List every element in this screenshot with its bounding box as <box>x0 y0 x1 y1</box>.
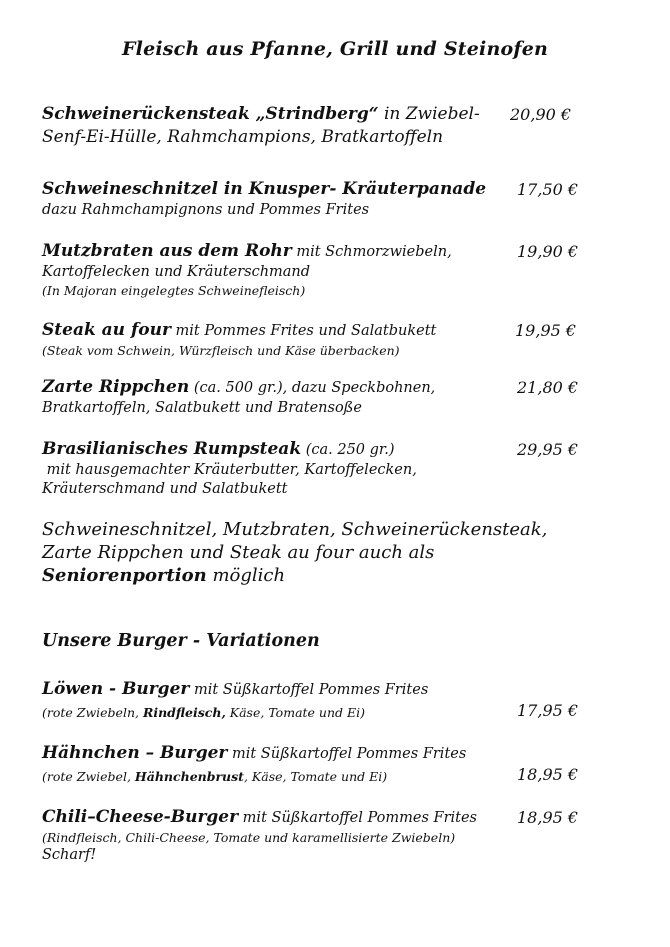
item-name: Schweineschnitzel in Knusper- Kräuterpanade <box>42 179 487 199</box>
item-desc-line: dazu Rahmchampignons und Pommes Frites <box>42 202 370 218</box>
menu-item-chili-cheese-burger <box>42 806 602 865</box>
item-name: Schweinerückensteak „Strindberg“ <box>42 104 379 124</box>
item-note: (In Majoran eingelegtes Schweinefleisch) <box>42 283 306 298</box>
item-note: (Rindfleisch, Chili-Cheese, Tomate und karamellisierte Zwiebeln) <box>42 830 456 845</box>
item-spicy-note: Scharf! <box>42 847 97 863</box>
item-price: 19,90 € <box>517 242 579 261</box>
item-desc: mit Schmorzwiebeln, <box>291 244 452 260</box>
item-desc-line: mit hausgemachter Kräuterbutter, Kartoffelecken, <box>42 462 417 478</box>
item-desc-line: Senf-Ei-Hülle, Rahmchampions, Bratkartoffeln <box>42 127 444 147</box>
menu-item-rumpsteak <box>42 438 602 499</box>
menu-item-steak-au-four <box>42 319 602 359</box>
section-heading-burgers: Unsere Burger - Variationen <box>42 631 320 651</box>
item-name: Hähnchen – Burger <box>42 743 228 763</box>
menu-item-haehnchen-burger <box>42 742 602 785</box>
item-note: (rote Zwiebel, Hähnchenbrust, Käse, Tomate und Ei) 18,95 € <box>42 765 579 784</box>
senior-portion-label: Seniorenportion <box>42 565 207 586</box>
menu-item-strindberg <box>42 103 602 149</box>
menu-item-loewen-burger <box>42 678 602 721</box>
item-name: Mutzbraten aus dem Rohr <box>42 241 292 261</box>
item-desc-line: Bratkartoffeln, Salatbukett und Bratensoße <box>42 400 362 416</box>
item-price: 20,90 € <box>510 105 572 124</box>
item-desc-line: Kräuterschmand und Salatbukett <box>42 481 288 497</box>
menu-item-schnitzel <box>42 178 602 220</box>
item-desc: mit Süßkartoffel Pommes Frites <box>227 746 467 762</box>
item-note: (rote Zwiebeln, Rindfleisch, Käse, Tomate und Ei) 17,95 € <box>42 701 579 720</box>
item-price: 18,95 € <box>517 765 579 784</box>
item-desc: in Zwiebel- <box>378 104 480 124</box>
section-heading-meat: Fleisch aus Pfanne, Grill und Steinofen <box>121 38 549 60</box>
item-desc: (ca. 250 gr.) <box>301 442 395 458</box>
item-price: 29,95 € <box>517 440 579 459</box>
item-desc: (ca. 500 gr.), dazu Speckbohnen, <box>189 380 436 396</box>
item-name: Steak au four <box>42 320 171 340</box>
item-price: 17,50 € <box>517 180 579 199</box>
menu-item-rippchen <box>42 376 602 418</box>
item-price: 17,95 € <box>517 701 579 720</box>
item-desc: mit Pommes Frites und Salatbukett <box>170 323 437 339</box>
senior-portion-note: Schweineschnitzel, Mutzbraten, Schweinerückensteak, Zarte Rippchen und Steak au four auch als Seniorenportion möglich <box>42 519 548 586</box>
item-name: Brasilianisches Rumpsteak <box>42 439 302 459</box>
item-name: Zarte Rippchen <box>42 377 190 397</box>
item-desc-line: Kartoffelecken und Kräuterschmand <box>42 264 311 280</box>
item-name: Chili–Cheese-Burger <box>42 807 239 827</box>
item-name: Löwen - Burger <box>42 679 190 699</box>
item-price: 18,95 € <box>517 808 579 827</box>
item-price: 21,80 € <box>517 378 579 397</box>
item-note: (Steak vom Schwein, Würzfleisch und Käse überbacken) <box>42 343 400 358</box>
item-price: 19,95 € <box>515 321 577 340</box>
item-desc: mit Süßkartoffel Pommes Frites <box>238 810 477 826</box>
menu-item-mutzbraten <box>42 240 602 299</box>
item-desc: mit Süßkartoffel Pommes Frites <box>189 682 429 698</box>
